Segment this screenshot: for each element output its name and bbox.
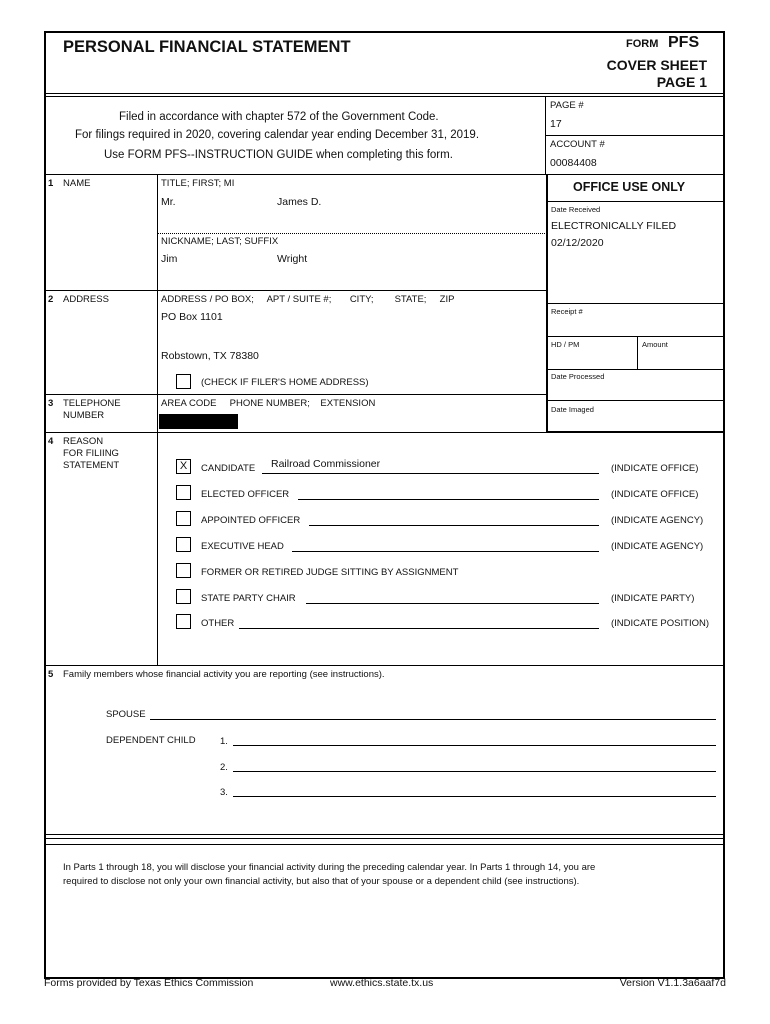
page-number-value: 17 [550,118,562,130]
address-bottom-border [45,394,546,395]
dependent-child-label: DEPENDENT CHILD [106,735,196,746]
last-name-value[interactable]: Wright [277,253,308,265]
nickname-last-suffix-label: NICKNAME; LAST; SUFFIX [161,236,279,247]
form-title: PERSONAL FINANCIAL STATEMENT [63,38,351,56]
page-account-divider [545,135,724,136]
elected-officer-checkbox[interactable] [176,485,191,500]
hdpm-label: HD / PM [551,340,580,349]
home-address-checkbox[interactable] [176,374,191,389]
family-bottom-border-3 [45,844,724,845]
telephone-section-number: 3 [48,398,54,409]
telephone-bottom-border [45,432,724,433]
footer-website[interactable]: www.ethics.state.tx.us [330,977,434,989]
address-section-label: ADDRESS [63,294,109,305]
address-field-label: ADDRESS / PO BOX; APT / SUITE #; CITY; STATE; ZIP [161,294,455,305]
candidate-hint: (INDICATE OFFICE) [611,463,699,474]
receipt-divider [547,303,724,304]
reason-section-number: 4 [48,436,54,447]
hdpm-divider [547,336,724,337]
footer-version: Version V1.1.3a6aaf7d [619,977,726,989]
other-label: OTHER [201,618,235,629]
reason-bottom-border [45,665,724,666]
redacted-phone-number [159,414,238,429]
title-value[interactable]: Mr. [161,196,176,208]
family-section-number: 5 [48,669,54,680]
family-bottom-border-2 [45,838,724,839]
appointed-officer-hint: (INDICATE AGENCY) [611,515,704,526]
child-number-1: 1. [220,736,228,747]
telephone-field-label: AREA CODE PHONE NUMBER; EXTENSION [161,398,376,409]
other-line [239,628,599,629]
telephone-section-label-2: NUMBER [63,410,105,421]
amount-label: Amount [642,340,668,349]
first-name-value[interactable]: James D. [277,196,322,208]
family-section-label: Family members whose financial activity you are reporting (see instructions). [63,669,385,680]
home-address-check-label: (CHECK IF FILER'S HOME ADDRESS) [201,377,369,388]
reason-label-3: STATEMENT [63,460,120,471]
spouse-line[interactable] [150,719,716,720]
family-bottom-border [45,834,724,835]
date-received-label: Date Received [551,205,601,214]
elected-officer-label: ELECTED OFFICER [201,489,290,500]
name-section-label: NAME [63,178,91,189]
date-received-date: 02/12/2020 [551,237,604,249]
name-separator [158,233,545,234]
state-party-chair-line [306,603,599,604]
amount-divider [637,336,638,369]
child-number-2: 2. [220,762,228,773]
address-line-2[interactable]: Robstown, TX 78380 [161,350,259,362]
name-section-number: 1 [48,178,54,189]
appointed-officer-label: APPOINTED OFFICER [201,515,301,526]
other-hint: (INDICATE POSITION) [611,618,709,629]
executive-head-checkbox[interactable] [176,537,191,552]
former-judge-checkbox[interactable] [176,563,191,578]
account-value: 00084408 [550,157,597,169]
notice-line-2: required to disclose not only your own financial activity, but also that of your spouse or a dependent child (see instructions). [63,876,580,887]
appointed-officer-line [309,525,599,526]
elected-officer-hint: (INDICATE OFFICE) [611,489,699,500]
address-line-1[interactable]: PO Box 1101 [161,311,223,323]
state-party-chair-hint: (INDICATE PARTY) [611,593,695,604]
intro-line-3: Use FORM PFS--INSTRUCTION GUIDE when completing this form. [104,149,453,161]
form-code: PFS [668,34,700,51]
state-party-chair-checkbox[interactable] [176,589,191,604]
date-processed-label: Date Processed [551,372,605,381]
date-received-value: ELECTRONICALLY FILED [551,220,677,232]
intro-line-1: Filed in accordance with chapter 572 of the Government Code. [119,111,439,123]
page-label: PAGE 1 [656,74,707,90]
child-line-3[interactable] [233,796,716,797]
child-number-3: 3. [220,787,228,798]
office-use-divider [547,201,724,202]
date-imaged-label: Date Imaged [551,405,594,414]
telephone-section-label-1: TELEPHONE [63,398,121,409]
processed-divider [547,369,724,370]
address-section-number: 2 [48,294,54,305]
label-column-divider [157,174,158,666]
state-party-chair-label: STATE PARTY CHAIR [201,593,296,604]
child-line-1[interactable] [233,745,716,746]
child-line-2[interactable] [233,771,716,772]
name-bottom-border [45,290,546,291]
other-checkbox[interactable] [176,614,191,629]
candidate-checkbox[interactable]: X [176,459,191,474]
elected-officer-line [298,499,599,500]
former-judge-label: FORMER OR RETIRED JUDGE SITTING BY ASSIGNMENT [201,567,459,578]
footer-provider: Forms provided by Texas Ethics Commission [44,977,254,989]
intro-line-2: For filings required in 2020, covering calendar year ending December 31, 2019. [75,129,480,141]
candidate-line [262,473,599,474]
office-use-title: OFFICE USE ONLY [573,180,686,194]
form-prefix: FORM [626,38,659,50]
nickname-value[interactable]: Jim [161,253,178,265]
notice-line-1: In Parts 1 through 18, you will disclose your financial activity during the preceding calendar year. In Parts 1 through 14, you are [63,862,596,873]
title-first-mi-label: TITLE; FIRST; MI [161,178,235,189]
reason-label-1: REASON [63,436,104,447]
candidate-label: CANDIDATE [201,463,256,474]
appointed-officer-checkbox[interactable] [176,511,191,526]
cover-sheet-label: COVER SHEET [606,57,707,73]
page-number-label: PAGE # [550,100,584,111]
executive-head-hint: (INDICATE AGENCY) [611,541,704,552]
executive-head-label: EXECUTIVE HEAD [201,541,284,552]
reason-label-2: FOR FILIING [63,448,119,459]
header-divider [45,93,724,94]
header-divider-2 [45,96,724,97]
receipt-label: Receipt # [551,307,583,316]
candidate-office-value[interactable]: Railroad Commissioner [271,458,381,470]
imaged-divider [547,400,724,401]
account-label: ACCOUNT # [550,139,605,150]
spouse-label: SPOUSE [106,709,146,720]
executive-head-line [292,551,599,552]
